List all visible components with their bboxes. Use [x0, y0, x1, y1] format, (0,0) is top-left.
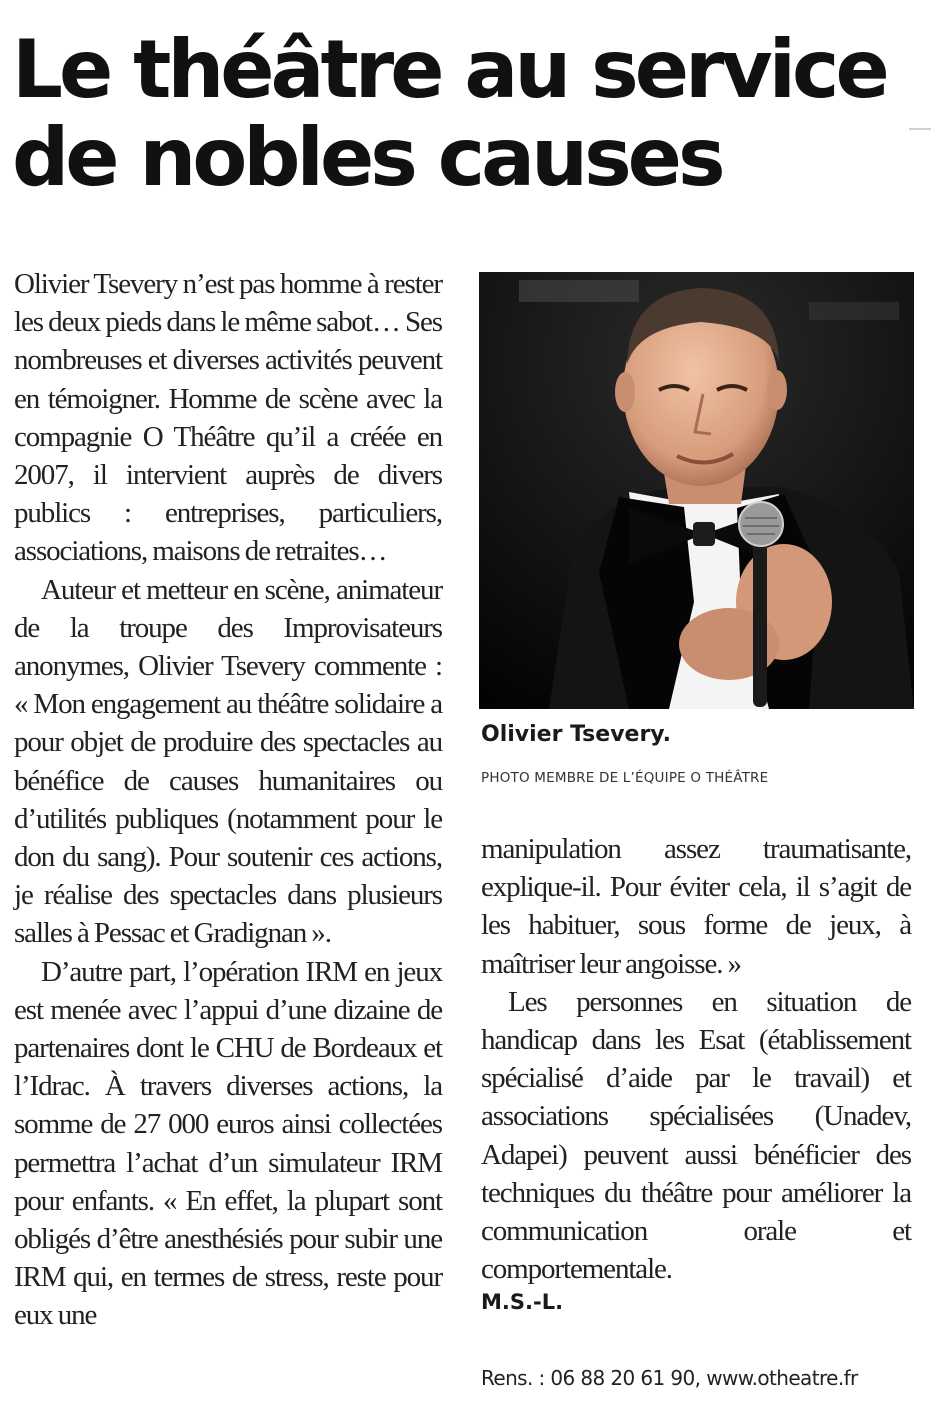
right-column — [481, 830, 911, 1288]
headline-line-1: Le théâtre au service — [12, 23, 886, 116]
contact-info: Rens. : 06 88 20 61 90, www.otheatre.fr — [481, 1366, 858, 1390]
paragraph-continuation: manipulation assez traumatisante, explique-il. Pour éviter cela, il s’agit de les habituer, sous forme de jeux, à maîtriser leur angoisse. » — [481, 833, 911, 980]
paragraph-irm: D’autre part, l’opération IRM en jeux est menée avec l’appui d’une dizaine de partenaires dont le CHU de Bordeaux et l’Idrac. À travers diverses actions, la somme de 27 000 euros ainsi collectées permettra l’achat d’un simulateur IRM pour enfants. « En effet, la plupart sont obligés d’être anesthésiés pour subir une IRM qui, en termes de stress, reste pour eux une — [14, 955, 442, 1332]
paragraph-intro: Olivier Tsevery n’est pas homme à rester les deux pieds dans le même sabot… Ses nombreuses et diverses activités peuvent en témoigner. Homme de scène avec la compagnie O Théâtre qu’il a créée en 2007, il intervient auprès de divers publics : entreprises, particuliers, associations, maisons de retraites… — [14, 268, 442, 568]
portrait-illustration — [479, 272, 914, 709]
author-signature: M.S.-L. — [481, 1290, 564, 1314]
left-column — [14, 265, 442, 1335]
headline-line-2: de nobles causes — [12, 111, 722, 204]
paragraph-quote: Auteur et metteur en scène, animateur de la troupe des Improvisateurs anonymes, Olivier Tsevery commente : « Mon engagement au théâtre solidaire a pour objet de produire des spectacles au bénéfice de causes humanitaires ou d’utilités publiques (notamment pour le don du sang). Pour soutenir ces actions, je réalise des spectacles dans plusieurs salles à Pessac et Gradignan ». — [14, 573, 442, 950]
paragraph-esat: Les personnes en situation de handicap dans les Esat (établissement spécialisé d’aide par le travail) et associations spécialisées (Unadev, Adapei) peuvent aussi bénéficier des techniques du théâtre pour améliorer la communication orale et comportementale. — [481, 985, 911, 1286]
portrait-photo — [479, 272, 914, 709]
photo-credit: PHOTO MEMBRE DE L’ÉQUIPE O THÉÂTRE — [481, 770, 769, 786]
page-edge-mark — [909, 128, 931, 130]
photo-caption: Olivier Tsevery. — [481, 722, 671, 747]
headline — [12, 23, 912, 204]
